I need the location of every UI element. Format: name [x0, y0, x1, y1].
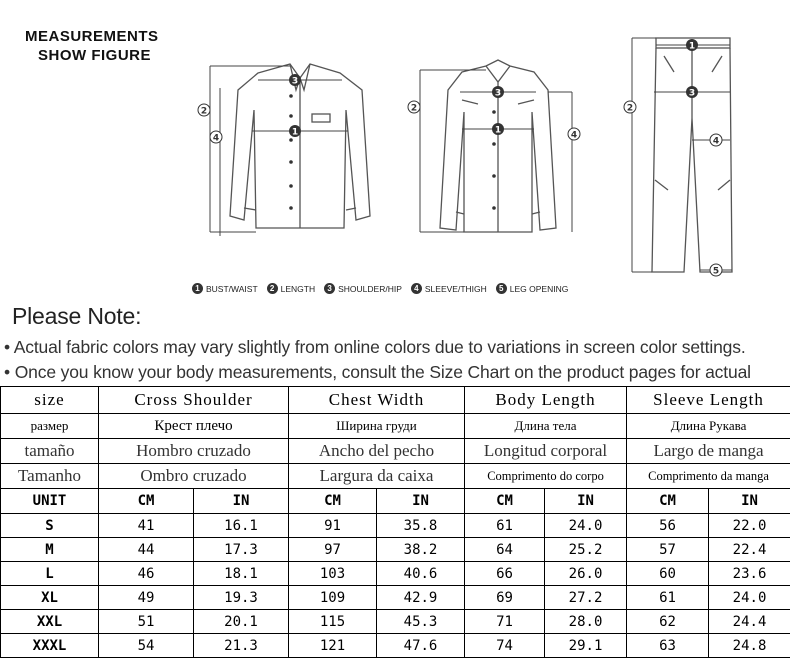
header-chest-width-ru: Ширина груди	[289, 414, 465, 439]
shoulder-in-cell: 18.1	[194, 562, 289, 586]
chest-in-cell: 45.3	[377, 610, 465, 634]
header-size-pt: Tamanho	[1, 464, 99, 489]
header-cross-shoulder: Cross Shoulder	[99, 387, 289, 414]
size-cell: S	[1, 514, 99, 538]
header-row-russian	[1, 414, 790, 439]
chest-cm-cell: 115	[289, 610, 377, 634]
svg-text:1: 1	[495, 126, 501, 136]
chest-in-cell: 42.9	[377, 586, 465, 610]
unit-cm: CM	[465, 489, 545, 514]
header-body-length-ru: Длина тела	[465, 414, 627, 439]
svg-text:4: 4	[713, 137, 719, 147]
legend-item-leg-opening	[496, 283, 569, 294]
svg-text:1: 1	[292, 128, 298, 138]
chest-in-cell: 38.2	[377, 538, 465, 562]
table-row	[1, 538, 790, 562]
size-chart-table	[0, 386, 790, 658]
sleeve-in-cell: 22.4	[709, 538, 790, 562]
chest-in-cell: 47.6	[377, 634, 465, 658]
size-cell: L	[1, 562, 99, 586]
number-5-circle-icon: 5	[496, 283, 507, 294]
legend-label: SLEEVE/THIGH	[425, 284, 487, 294]
header-body-length: Body Length	[465, 387, 627, 414]
unit-in: IN	[194, 489, 289, 514]
shoulder-cm-cell: 41	[99, 514, 194, 538]
sleeve-cm-cell: 62	[627, 610, 709, 634]
unit-in: IN	[545, 489, 627, 514]
garment-diagrams	[0, 0, 790, 300]
sleeve-cm-cell: 56	[627, 514, 709, 538]
header-cross-shoulder-es: Hombro cruzado	[99, 439, 289, 464]
shoulder-cm-cell: 54	[99, 634, 194, 658]
header-chest-width-pt: Largura da caixa	[289, 464, 465, 489]
unit-row	[1, 489, 790, 514]
header-row-english	[1, 387, 790, 414]
legend-label: LENGTH	[281, 284, 315, 294]
svg-text:3: 3	[689, 89, 695, 99]
length-cm-cell: 64	[465, 538, 545, 562]
header-chest-width-es: Ancho del pecho	[289, 439, 465, 464]
shoulder-in-cell: 16.1	[194, 514, 289, 538]
svg-text:3: 3	[495, 89, 501, 99]
trousers-markers	[624, 39, 722, 277]
length-in-cell: 25.2	[545, 538, 627, 562]
table-row	[1, 514, 790, 538]
jacket-diagram	[420, 60, 572, 232]
length-in-cell: 28.0	[545, 610, 627, 634]
shirt-markers	[198, 74, 301, 144]
header-sleeve-length: Sleeve Length	[627, 387, 790, 414]
shoulder-cm-cell: 49	[99, 586, 194, 610]
header-body-length-es: Longitud corporal	[465, 439, 627, 464]
size-cell: XXL	[1, 610, 99, 634]
length-cm-cell: 71	[465, 610, 545, 634]
size-cell: M	[1, 538, 99, 562]
figure-title-line2: SHOW FIGURE	[38, 47, 151, 64]
sleeve-in-cell: 23.6	[709, 562, 790, 586]
header-size: size	[1, 387, 99, 414]
legend-item-shoulder-hip	[324, 283, 402, 294]
shoulder-in-cell: 19.3	[194, 586, 289, 610]
sleeve-cm-cell: 61	[627, 586, 709, 610]
header-row-portuguese	[1, 464, 790, 489]
length-cm-cell: 61	[465, 514, 545, 538]
header-chest-width: Chest Width	[289, 387, 465, 414]
header-sleeve-length-ru: Длина Рукава	[627, 414, 790, 439]
svg-text:2: 2	[411, 104, 417, 114]
length-in-cell: 27.2	[545, 586, 627, 610]
length-cm-cell: 69	[465, 586, 545, 610]
unit-in: IN	[709, 489, 790, 514]
shoulder-in-cell: 20.1	[194, 610, 289, 634]
legend-item-sleeve-thigh	[411, 283, 487, 294]
header-row-spanish	[1, 439, 790, 464]
number-4-circle-icon: 4	[411, 283, 422, 294]
shirt-diagram	[210, 64, 370, 236]
chest-cm-cell: 121	[289, 634, 377, 658]
legend-label: SHOULDER/HIP	[338, 284, 402, 294]
unit-cm: CM	[289, 489, 377, 514]
svg-text:3: 3	[292, 77, 298, 87]
shoulder-cm-cell: 46	[99, 562, 194, 586]
measurement-figure	[0, 0, 790, 300]
unit-label: UNIT	[1, 489, 99, 514]
unit-in: IN	[377, 489, 465, 514]
length-in-cell: 26.0	[545, 562, 627, 586]
header-cross-shoulder-ru: Крест плечо	[99, 414, 289, 439]
svg-text:5: 5	[713, 267, 719, 277]
svg-text:1: 1	[689, 42, 695, 52]
chest-in-cell: 35.8	[377, 514, 465, 538]
note-line: • Once you know your body measurements, consult the Size Chart on the product pages for actual	[4, 362, 751, 383]
length-cm-cell: 74	[465, 634, 545, 658]
table-row	[1, 562, 790, 586]
legend-item-length	[267, 283, 315, 294]
length-in-cell: 29.1	[545, 634, 627, 658]
figure-title-line1: MEASUREMENTS	[25, 28, 159, 45]
unit-cm: CM	[627, 489, 709, 514]
shoulder-in-cell: 21.3	[194, 634, 289, 658]
chest-cm-cell: 97	[289, 538, 377, 562]
sleeve-in-cell: 22.0	[709, 514, 790, 538]
chest-cm-cell: 109	[289, 586, 377, 610]
header-size-ru: размер	[1, 414, 99, 439]
trousers-diagram	[632, 38, 732, 272]
sleeve-cm-cell: 60	[627, 562, 709, 586]
legend-label: LEG OPENING	[510, 284, 569, 294]
chest-in-cell: 40.6	[377, 562, 465, 586]
sleeve-in-cell: 24.4	[709, 610, 790, 634]
size-cell: XXXL	[1, 634, 99, 658]
header-sleeve-length-es: Largo de manga	[627, 439, 790, 464]
shoulder-cm-cell: 44	[99, 538, 194, 562]
legend-label: BUST/WAIST	[206, 284, 258, 294]
table-row	[1, 634, 790, 658]
table-row	[1, 586, 790, 610]
header-size-es: tamaño	[1, 439, 99, 464]
sleeve-cm-cell: 63	[627, 634, 709, 658]
number-2-circle-icon: 2	[267, 283, 278, 294]
sleeve-in-cell: 24.0	[709, 586, 790, 610]
shoulder-in-cell: 17.3	[194, 538, 289, 562]
please-note	[0, 300, 790, 386]
number-1-circle-icon: 1	[192, 283, 203, 294]
legend-item-bust-waist	[192, 283, 258, 294]
shoulder-cm-cell: 51	[99, 610, 194, 634]
note-title: Please Note:	[12, 303, 141, 330]
svg-text:4: 4	[213, 134, 219, 144]
unit-cm: CM	[99, 489, 194, 514]
size-cell: XL	[1, 586, 99, 610]
header-cross-shoulder-pt: Ombro cruzado	[99, 464, 289, 489]
header-body-length-pt: Comprimento do corpo	[465, 464, 627, 489]
length-in-cell: 24.0	[545, 514, 627, 538]
note-line: • Actual fabric colors may vary slightly from online colors due to variations in screen color settings.	[4, 337, 746, 358]
sleeve-cm-cell: 57	[627, 538, 709, 562]
chest-cm-cell: 91	[289, 514, 377, 538]
svg-text:4: 4	[571, 131, 577, 141]
chest-cm-cell: 103	[289, 562, 377, 586]
number-3-circle-icon: 3	[324, 283, 335, 294]
header-sleeve-length-pt: Comprimento da manga	[627, 464, 790, 489]
table-row	[1, 610, 790, 634]
svg-text:2: 2	[627, 104, 633, 114]
length-cm-cell: 66	[465, 562, 545, 586]
svg-text:2: 2	[201, 107, 207, 117]
sleeve-in-cell: 24.8	[709, 634, 790, 658]
measurement-legend	[192, 283, 568, 294]
